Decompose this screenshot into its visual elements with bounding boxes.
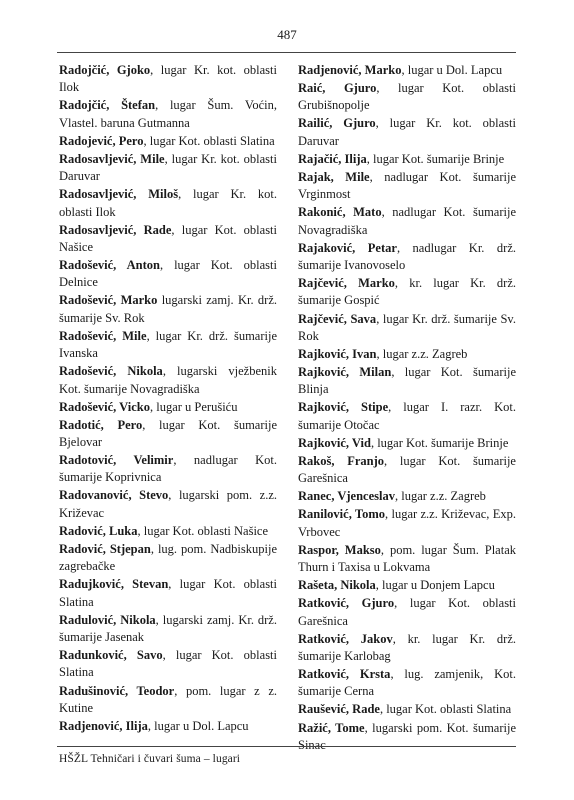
entry-description: , lug. pom. Nadbiskupije zagrebačke [59,541,278,574]
entry-name: Radosavljević, Mile [59,151,165,166]
entry-name: Radosavljević, Miloš [59,187,179,202]
entry-description: , lug. zamjenik, Kot. šumarije Cerna [298,667,516,699]
register-entry [298,204,516,239]
register-entry [59,222,277,257]
entry-description: , pom. lugar Šum. Platak Thurn i Taxisa u Lokvama [298,542,517,575]
right-column [298,62,516,755]
entry-name: Rajaković, Petar [298,240,397,255]
entry-name: Radušinović, Teodor [59,683,175,698]
entry-name: Radojčić, Gjoko [59,63,151,77]
entry-description: , lugar Kot. šumarije Bjelovar [59,417,277,449]
entry-description: , lugar u Donjem Lapcu [375,578,495,593]
entry-description: , nadlugar Kot. šumarije Koprivnica [59,453,278,485]
entry-name: Rakoš, Franjo [298,453,385,468]
entry-name: Radošević, Nikola [59,364,163,379]
register-entry [298,701,516,718]
entry-description: , lugar Kr. drž. šumarije Ivanska [59,328,277,361]
register-entry [298,115,516,150]
entry-name: Radošević, Anton [59,258,160,273]
register-entry [298,311,516,346]
footer-rule [57,746,516,747]
register-entry [298,240,516,275]
register-entry [59,487,277,522]
entry-description: , lugar u Dol. Lapcu [147,718,249,733]
register-entry [298,577,516,594]
register-entry [59,612,277,647]
register-entry [298,666,516,701]
entry-name: Ratković, Jakov [298,631,393,646]
entry-name: Rašeta, Nikola [298,578,376,593]
register-entry [59,186,277,221]
register-entry [59,151,277,186]
page-number: 487 [277,27,297,42]
register-entry [298,151,516,168]
entry-name: Radojčić, Štefan [59,98,156,113]
entry-name: Ranec, Vjenceslav [298,489,395,504]
register-entry [59,328,277,363]
entry-description: , kr. lugar Kr. drž. šumarije Gospić [298,276,517,308]
entry-description: , lugar Kr. kot. oblasti Ilok [59,187,277,219]
entry-description: , lugarski pom. z.z. Križevac [59,488,277,520]
entry-name: Radjenović, Ilija [59,718,148,733]
register-entry [59,541,277,576]
register-entry [298,720,516,755]
register-entry [298,80,516,115]
entry-name: Rajačić, Ilija [298,151,367,166]
footer-text: HŠŽL Tehničari i čuvari šuma – lugari [59,753,241,765]
register-entry [59,683,277,718]
header-rule [57,52,516,53]
entry-name: Ratković, Krsta [298,667,391,682]
entry-description: , lugar Kot. oblasti Delnice [59,258,277,290]
entry-description: , nadlugar Kr. drž. šumarije Ivanovoselo [298,240,516,273]
entry-name: Raušević, Rade [298,702,380,717]
entry-description: , lugarski zamj. Kr. drž. šumarije Jasenak [59,612,277,645]
entry-description: , lugar z.z. Zagreb [394,489,486,504]
entry-description: , lugar u Perušiću [149,399,238,414]
entry-description: , lugarski vježbenik Kot. šumarije Novagradiška [59,364,277,396]
entry-description: , lugar Kot. oblasti Slatina [143,133,275,148]
entry-description: , nadlugar Kot. šumarije Vrginmost [298,169,517,202]
register-entry [59,97,277,132]
entry-name: Radunković, Savo [59,648,163,663]
register-entry [298,506,516,541]
register-entry [59,647,277,682]
register-entry [59,257,277,292]
left-column [59,62,277,736]
register-entry [59,133,277,150]
entry-description: , lugar Kot. oblasti Našice [137,523,269,538]
register-entry [59,62,277,97]
entry-description: , lugar Kr. kot. oblasti Ilok [59,63,277,95]
entry-name: Railić, Gjuro [298,116,376,131]
entry-description: , lugar Kot. oblasti Našice [59,222,278,254]
entry-description: , pom. lugar z z. Kutine [59,683,277,715]
entry-description: , lugar u Dol. Lapcu [401,63,503,77]
entry-description: , lugar z.z. Križevac, Exp. Vrbovec [298,507,516,539]
register-entry [298,275,516,310]
entry-name: Radović, Luka [59,523,138,538]
register-entry [59,292,277,327]
register-entry [298,631,516,666]
register-entry [59,363,277,398]
entry-description: , lugar Kot. šumarije Garešnica [298,453,516,486]
register-entry [59,399,277,416]
register-entry [298,346,516,363]
entry-name: Rajak, Mile [298,169,370,184]
register-entry [298,542,516,577]
entry-name: Ranilović, Tomo [298,507,386,522]
entry-description: , lugar Kot. oblasti Grubišnopolje [298,81,516,113]
register-entry [298,364,516,399]
entry-description: , lugar Kot. šumarije Blinja [298,365,516,397]
entry-description: , lugar Kot. oblasti Garešnica [298,596,517,628]
register-entry [59,523,277,540]
entry-description: , kr. lugar Kr. drž. šumarije Karlobag [298,631,516,663]
entry-name: Rajčević, Marko [298,276,395,291]
entry-description: , nadlugar Kot. šumarije Novagradiška [298,205,516,237]
entry-name: Raspor, Makso [298,542,381,557]
entry-description: , lugar Kot. šumarije Brinje [370,435,509,450]
entry-name: Ratković, Gjuro [298,596,395,611]
entry-name: Rajković, Milan [298,365,392,380]
entry-name: Radović, Stjepan [59,541,151,556]
entry-description: , lugar Kot. oblasti Slatina [379,702,512,717]
entry-name: Radošević, Vicko [59,399,150,414]
register-entry [59,718,277,735]
entry-name: Radujković, Stevan [59,577,169,592]
entry-name: Radojević, Pero [59,133,144,148]
entry-name: Rajčević, Sava [298,311,377,326]
register-entry [298,62,516,79]
register-entry [59,576,277,611]
entry-name: Radjenović, Marko [298,63,402,77]
entry-description: , lugar Kr. kot. oblasti Daruvar [59,151,277,184]
entry-name: Ražić, Tome [298,720,365,735]
entry-name: Radošević, Mile [59,328,147,343]
entry-name: Raić, Gjuro [298,81,377,96]
entry-description: , lugar Kr. drž. šumarije Sv. Rok [298,311,516,343]
entry-description: , lugar Šum. Voćin, Vlastel. baruna Gutmanna [59,98,277,130]
entry-name: Radošević, Marko [59,293,158,308]
register-entry [298,453,516,488]
entry-name: Rajković, Ivan [298,346,377,361]
register-entry [59,417,277,452]
entry-description: , lugar I. razr. Kot. šumarije Otočac [298,400,517,432]
register-entry [298,399,516,434]
register-entry [298,488,516,505]
register-entry [298,435,516,452]
entry-description: , lugarski pom. Kot. šumarije Sinac [298,720,516,752]
entry-name: Rajković, Vid [298,435,371,450]
entry-name: Rakonić, Mato [298,205,382,220]
entry-description: , lugar z.z. Zagreb [376,346,468,361]
entry-name: Rajković, Stipe [298,400,389,415]
entry-name: Radovanović, Stevo [59,488,169,503]
entry-name: Radosavljević, Rade [59,222,172,237]
register-entry [59,452,277,487]
register-entry [298,169,516,204]
entry-description: lugarski zamj. Kr. drž. šumarije Sv. Rok [59,293,277,325]
register-entry [298,595,516,630]
entry-name: Radotić, Pero [59,417,143,432]
entry-description: , lugar Kr. kot. oblasti Daruvar [298,116,516,148]
entry-name: Radulović, Nikola [59,612,156,627]
entry-description: , lugar Kot. oblasti Slatina [59,577,278,609]
entry-name: Radotović, Velimir [59,453,174,468]
entry-description: , lugar Kot. oblasti Slatina [59,648,278,680]
entry-description: , lugar Kot. šumarije Brinje [366,151,505,166]
